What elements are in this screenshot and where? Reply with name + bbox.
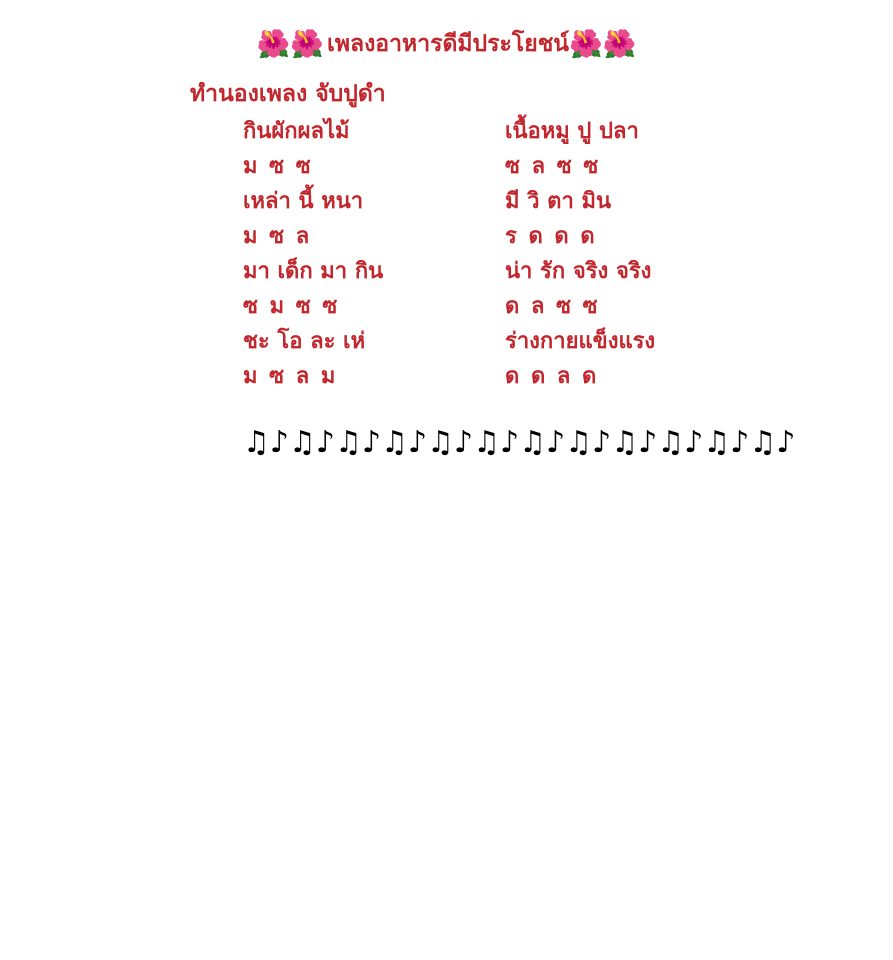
lyric-row <box>243 358 763 393</box>
hibiscus-flower-icon: 🌺 <box>602 28 637 60</box>
lyric-row <box>243 183 763 218</box>
lyric-left: กินผักผลไม้ <box>243 119 350 144</box>
page-title <box>0 26 893 62</box>
hibiscus-flower-icon: 🌺 <box>569 28 603 60</box>
lyric-left: ชะ โอ ละ เห่ <box>243 329 366 354</box>
lyric-right: เนื้อหมู ปู ปลา <box>505 119 639 144</box>
lyric-row <box>243 253 763 288</box>
lyric-left: มา เด็ก มา กิน <box>243 259 384 284</box>
song-title-text: เพลงอาหารดีมีประโยชน์ <box>326 31 570 57</box>
lyrics-block <box>243 113 763 393</box>
lyric-row <box>243 113 763 148</box>
chord-left: ซ ม ซ ซ <box>243 294 340 319</box>
hibiscus-flower-icon: 🌺 <box>290 28 324 60</box>
chord-right: ซ ล ซ ซ <box>505 154 601 179</box>
hibiscus-flower-icon: 🌺 <box>256 28 291 60</box>
lyric-right: มี วิ ตา มิน <box>505 189 612 214</box>
chord-left: ม ซ ล ม <box>243 364 338 389</box>
lyric-row <box>243 323 763 358</box>
lyric-row <box>243 148 763 183</box>
lyric-right: ร่างกายแข็งแรง <box>505 329 656 354</box>
chord-right: ด ล ซ ซ <box>505 294 600 319</box>
lyric-left: เหล่า นี้ หนา <box>243 189 364 214</box>
music-note-icon: ♫♪♫♪♫♪♫♪♫♪♫♪♫♪♫♪♫♪♫♪♫♪♫♪ <box>243 425 796 460</box>
lyric-row <box>243 218 763 253</box>
lyric-right: น่า รัก จริง จริง <box>505 259 652 284</box>
chord-right: ด ด ล ด <box>505 364 599 389</box>
chord-left: ม ซ ล <box>243 224 312 249</box>
chord-right: ร ด ด ด <box>505 224 597 249</box>
melody-label: ทำนองเพลง จับปูดำ <box>190 81 386 107</box>
chord-left: ม ซ ซ <box>243 154 313 179</box>
lyric-row <box>243 288 763 323</box>
